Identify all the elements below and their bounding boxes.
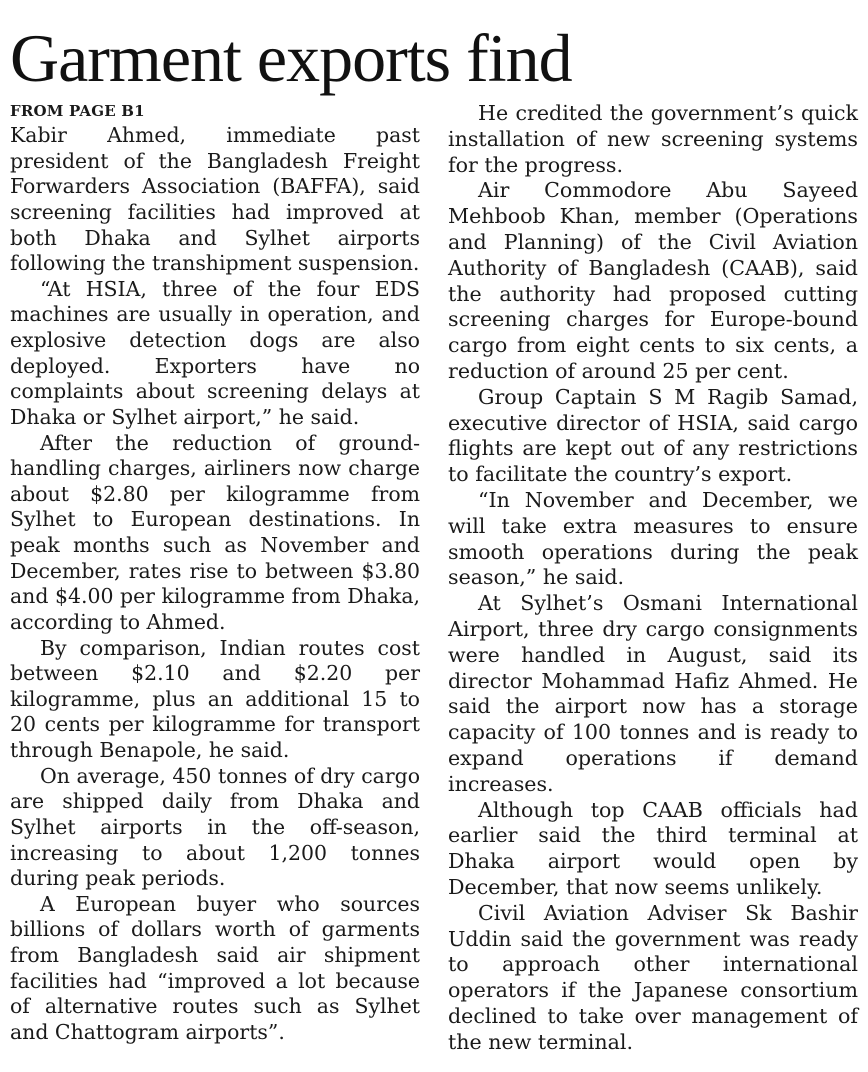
headline: Garment exports find — [10, 20, 572, 96]
paragraph: Civil Aviation Adviser Sk Bashir Uddin said the government was ready to approach other international operators if the Japanese consortium declined to take over management of the new terminal. — [448, 900, 858, 1054]
paragraph: At Sylhet’s Osmani International Airport, three dry cargo consignments were handled in August, said its director Mohammad Hafiz Ahmed. He said the airport now has a storage capacity of 100 tonnes and is ready to expand operations if demand increases. — [448, 591, 858, 796]
paragraph: “At HSIA, three of the four EDS machines are usually in operation, and explosive detection dogs are also deployed. Exporters have no complaints about screening delays at Dhaka or Sylhet airport,” he said. — [10, 276, 420, 429]
jump-label: FROM PAGE B1 — [10, 102, 145, 120]
article-column-left — [10, 101, 420, 1046]
paragraph: After the reduction of ground-handling charges, airliners now charge about $2.80 per kilogramme from Sylhet to European destinations. In peak months such as November and December, rates rise to between $3.80 and $4.00 per kilogramme from Dhaka, according to Ahmed. — [10, 430, 420, 634]
article-column-right — [448, 101, 858, 1055]
paragraph: “In November and December, we will take extra measures to ensure smooth operations during the peak season,” he said. — [448, 487, 858, 590]
paragraph: Air Commodore Abu Sayeed Mehboob Khan, member (Operations and Planning) of the Civil Aviation Authority of Bangladesh (CAAB), said the authority had proposed cutting screening charges for Europe-bound cargo from eight cents to six cents, a reduction of around 25 per cent. — [448, 178, 858, 383]
paragraph: He credited the government’s quick installation of new screening systems for the progress. — [448, 101, 858, 177]
paragraph: By comparison, Indian routes cost between $2.10 and $2.20 per kilogramme, plus an additional 15 to 20 cents per kilogramme for transport through Benapole, he said. — [10, 635, 420, 762]
paragraph: On average, 450 tonnes of dry cargo are shipped daily from Dhaka and Sylhet airports in the off-season, increasing to about 1,200 tonnes during peak periods. — [10, 763, 420, 891]
paragraph: Although top CAAB officials had earlier said the third terminal at Dhaka airport would open by December, that now seems unlikely. — [448, 797, 858, 899]
paragraph: Group Captain S M Ragib Samad, executive director of HSIA, said cargo flights are kept out of any restrictions to facilitate the country’s export. — [448, 384, 858, 487]
paragraph: A European buyer who sources billions of dollars worth of garments from Bangladesh said air shipment facilities had “improved a lot because of alternative routes such as Sylhet and Chattogram airports”. — [10, 891, 420, 1044]
paragraph: Kabir Ahmed, immediate past president of the Bangladesh Freight Forwarders Association (BAFFA), said screening facilities had improved at both Dhaka and Sylhet airports following the transhipment suspension. — [10, 123, 420, 276]
